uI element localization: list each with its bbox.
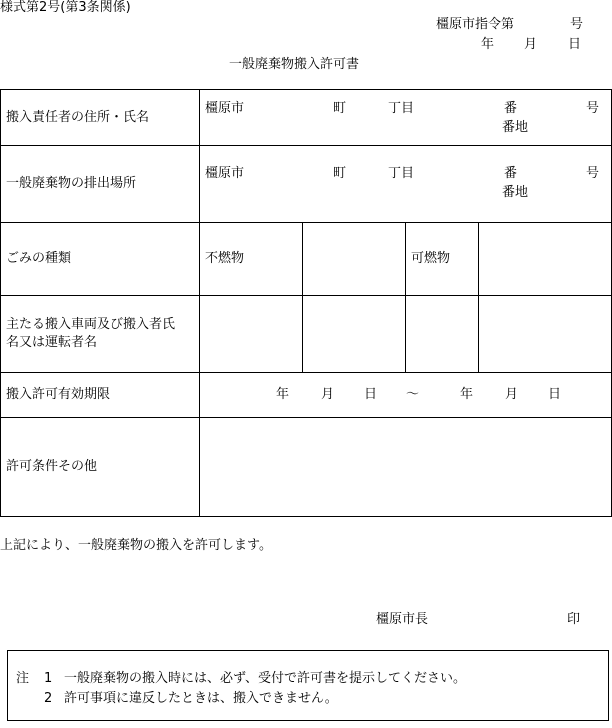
vehicle-driver-label	[1, 296, 200, 373]
permit-statement: 上記により、一般廃棄物の搬入を許可します。	[0, 538, 272, 553]
document-title: 一般廃棄物搬入許可書	[229, 57, 360, 72]
validity-period-cell[interactable]	[200, 373, 612, 418]
discharge-location-address-cell[interactable]	[200, 146, 612, 223]
address-banchi: 番地	[502, 120, 529, 135]
row-waste-type	[1, 223, 612, 296]
address-ban: 番	[504, 166, 518, 181]
vehicle-driver-label-line1: 主たる搬入車両及び搬入者氏	[6, 317, 176, 332]
date-month-label: 月	[524, 37, 538, 52]
period-tilde: 〜	[406, 387, 420, 402]
date-day-label: 日	[568, 37, 582, 52]
row-discharge-location	[1, 146, 612, 223]
permit-table	[0, 89, 612, 517]
notes-prefix: 注	[16, 671, 30, 686]
seal-mark: 印	[567, 612, 581, 627]
combustible-label: 可燃物	[406, 223, 479, 296]
mayor-label: 橿原市長	[376, 612, 429, 627]
vehicle-driver-label-line2: 名又は運転者名	[6, 335, 98, 350]
period-year-start: 年	[276, 387, 290, 402]
conditions-label: 許可条件その他	[1, 418, 200, 517]
address-town: 町	[333, 166, 347, 181]
vehicle-cell-4[interactable]	[479, 296, 612, 373]
row-vehicle-driver	[1, 296, 612, 373]
period-day-end: 日	[548, 387, 562, 402]
period-day-start: 日	[364, 387, 378, 402]
note-1-number: 1	[44, 671, 53, 686]
non-combustible-label: 不燃物	[200, 223, 303, 296]
discharge-location-label: 一般廃棄物の排出場所	[1, 146, 200, 223]
notes-box	[7, 650, 609, 721]
address-go: 号	[586, 166, 600, 181]
note-1-text: 一般廃棄物の搬入時には、必ず、受付で許可書を提示してください。	[64, 671, 466, 686]
period-year-end: 年	[460, 387, 474, 402]
address-city: 橿原市	[205, 101, 245, 116]
address-go: 号	[586, 101, 600, 116]
number-suffix: 号	[570, 17, 584, 32]
vehicle-cell-2[interactable]	[303, 296, 406, 373]
city-directive-label: 橿原市指令第	[436, 17, 515, 32]
address-chome: 丁目	[388, 101, 415, 116]
vehicle-cell-3[interactable]	[406, 296, 479, 373]
non-combustible-value-cell[interactable]	[303, 223, 406, 296]
address-banchi: 番地	[502, 185, 529, 200]
row-validity-period	[1, 373, 612, 418]
address-town: 町	[333, 101, 347, 116]
note-2-text: 許可事項に違反したときは、搬入できません。	[64, 691, 338, 706]
waste-type-label: ごみの種類	[1, 223, 200, 296]
date-year-label: 年	[481, 37, 495, 52]
address-ban: 番	[504, 101, 518, 116]
conditions-cell[interactable]	[200, 418, 612, 517]
responsible-person-address-cell[interactable]	[200, 90, 612, 146]
combustible-value-cell[interactable]	[479, 223, 612, 296]
period-month-start: 月	[321, 387, 335, 402]
vehicle-cell-1[interactable]	[200, 296, 303, 373]
row-conditions	[1, 418, 612, 517]
note-2-number: 2	[44, 691, 53, 706]
address-chome: 丁目	[388, 166, 415, 181]
row-responsible-person	[1, 90, 612, 146]
validity-period-label: 搬入許可有効期限	[1, 373, 200, 418]
responsible-person-label: 搬入責任者の住所・氏名	[1, 90, 200, 146]
address-city: 橿原市	[205, 166, 245, 181]
period-month-end: 月	[505, 387, 519, 402]
form-number: 様式第2号(第3条関係)	[0, 0, 131, 15]
